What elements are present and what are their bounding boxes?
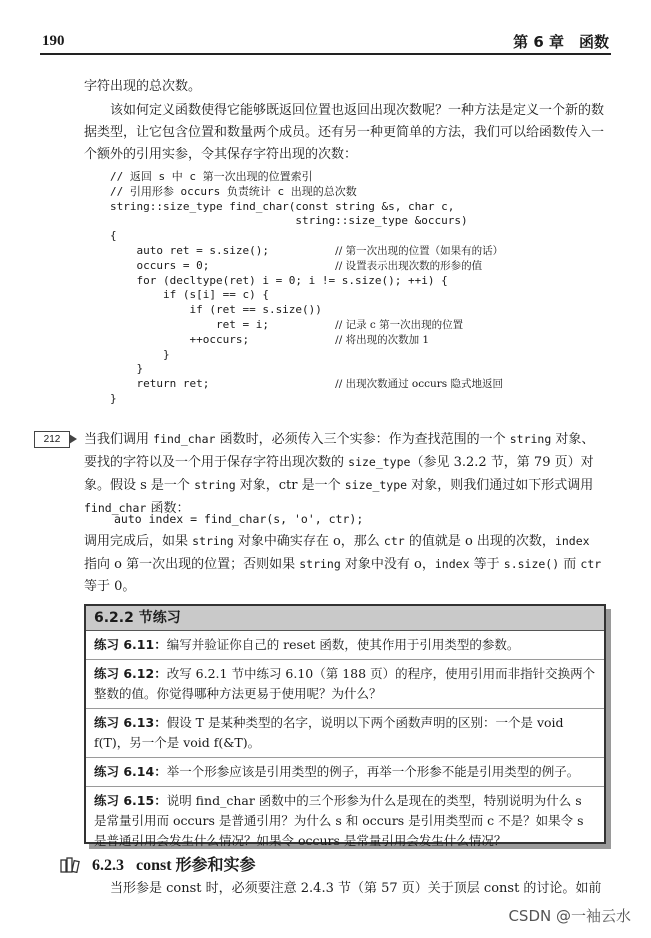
header-rule (40, 53, 611, 55)
exercise-item: 练习 6.15：说明 find_char 函数中的三个形参为什么是现在的类型，特别说明为什么 s 是常量引用而 occurs 是普通引用？为什么 s 和 occurs 是引用类型而 c 不是？如果令 s 是普通引用会发生什么情况？如果令 occurs 是常量引用会发生什么情况？ (94, 793, 584, 848)
code-line: } (110, 347, 170, 361)
code-line: occurs = 0; // 设置表示出现次数的形参的值 (110, 258, 483, 272)
code-line: return ret; // 出现次数通过 occurs 隐式地返回 (110, 377, 504, 391)
exercise-box (84, 604, 606, 848)
code-line: string::size_type find_char(const string &s, char c, (110, 199, 455, 213)
code-line: // 引用形参 occurs 负责统计 c 出现的总次数 (110, 184, 357, 198)
code-line: { (110, 229, 117, 243)
code-line: ret = i; // 记录 c 第一次出现的位置 (110, 317, 464, 331)
code-line: ++occurs; // 将出现的次数加 1 (110, 332, 430, 346)
margin-arrow-icon (69, 434, 77, 444)
exercise-item: 练习 6.11：编写并验证你自己的 reset 函数，使其作用于引用类型的参数。 (86, 631, 604, 660)
code-block-call: auto index = find_char(s, 'o', ctr); (114, 512, 364, 526)
code-line: if (s[i] == c) { (110, 288, 269, 302)
paragraph-1: 字符出现的总次数。 (84, 79, 202, 94)
paragraph-4: 调用完成后，如果 string 对象中确实存在 o，那么 ctr 的值就是 o 出现的次数，index 指向 o 第一次出现的位置；否则如果 string 对象中没有 o，index 等于 s.size() 而 ctr 等于 0。 (84, 534, 602, 594)
code-line: // 返回 s 中 c 第一次出现的位置索引 (110, 170, 313, 183)
chapter-heading: 第 6 章 函数 (513, 33, 609, 51)
exercise-item: 练习 6.12：改写 6.2.1 节中练习 6.10（第 188 页）的程序，使用引用而非指针交换两个整数的值。你觉得哪种方法更易于使用呢？为什么？ (86, 660, 604, 709)
code-line: } (110, 391, 117, 405)
paragraph-2: 该如何定义函数使得它能够既返回位置也返回出现次数呢？一种方法是定义一个新的数据类型，让它包含位置和数量两个成员。还有另一种更简单的方法，我们可以给函数传入一个额外的引用实参，令其保存字符出现的次数： (84, 103, 605, 162)
paragraph-3: 当我们调用 find_char 函数时，必须传入三个实参：作为查找范围的一个 string 对象、要找的字符以及一个用于保存字符出现次数的 size_type（参见 3.2.2 节，第 79 页）对象。假设 s 是一个 string 对象，ctr 是一个 size_type 对象，则我们通过如下形式调用 find_char 函数： (84, 432, 595, 516)
section-heading: 6.2.3 const 形参和实参 (92, 857, 256, 874)
exercise-item: 练习 6.13：假设 T 是某种类型的名字，说明以下两个函数声明的区别：一个是 void f(T)，另一个是 void f(&T)。 (86, 709, 604, 758)
code-line: } (110, 362, 144, 376)
original-page-ref: 212 (34, 431, 70, 448)
watermark: CSDN @一袖云水 (508, 907, 631, 925)
paragraph-5: 当形参是 const 时，必须要注意 2.4.3 节（第 57 页）关于顶层 const 的讨论。如前 (110, 881, 602, 896)
books-icon (60, 857, 82, 873)
exercise-item: 练习 6.14：举一个形参应该是引用类型的例子，再举一个形参不能是引用类型的例子。 (86, 758, 604, 787)
code-line: string::size_type &occurs) (110, 214, 468, 228)
exercise-box-title: 6.2.2 节练习 (86, 606, 604, 631)
page-number: 190 (42, 33, 65, 49)
code-line: auto ret = s.size(); // 第一次出现的位置（如果有的话） (110, 243, 504, 257)
code-line: if (ret == s.size()) (110, 303, 322, 317)
code-line: for (decltype(ret) i = 0; i != s.size(); ++i) { (110, 273, 448, 287)
code-block-find-char (110, 170, 503, 407)
